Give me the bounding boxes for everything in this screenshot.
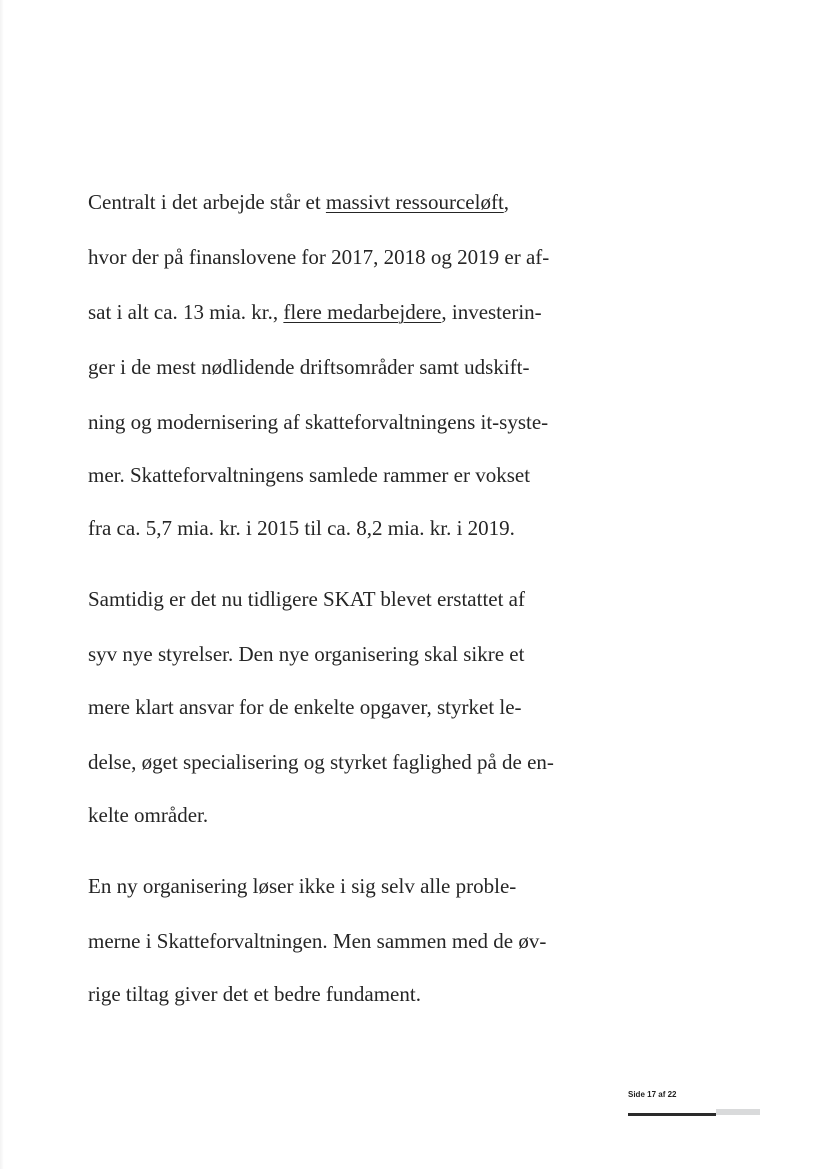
paragraph-1-line-1 <box>88 188 509 216</box>
paragraph-1-line-7: fra ca. 5,7 mia. kr. i 2015 til ca. 8,2 mia. kr. i 2019. <box>88 516 515 540</box>
paragraph-2-line-2: syv nye styrelser. Den nye organisering skal sikre et <box>88 642 525 666</box>
paragraph-3-line-1: En ny organisering løser ikke i sig selv alle proble- <box>88 874 517 898</box>
progress-bar-remaining <box>716 1109 760 1115</box>
paragraph-2-line-5: kelte områder. <box>88 803 209 827</box>
paragraph-2-line-1: Samtidig er det nu tidligere SKAT blevet erstattet af <box>88 587 526 611</box>
paragraph-1-line-4: ger i de mest nødlidende driftsområder samt udskift- <box>88 355 530 379</box>
paragraph-1-line-5: ning og modernisering af skatteforvaltningens it-syste- <box>88 410 549 434</box>
text-span: , investerin- <box>441 300 542 324</box>
paragraph-3-line-2: merne i Skatteforvaltningen. Men sammen med de øv- <box>88 929 547 953</box>
text-span: sat i alt ca. 13 mia. kr., <box>88 300 284 324</box>
paragraph-2-line-4: delse, øget specialisering og styrket faglighed på de en- <box>88 750 554 774</box>
paragraph-3-line-3: rige tiltag giver det et bedre fundament. <box>88 982 421 1006</box>
text-span: Centralt i det arbejde står et <box>88 190 326 214</box>
scan-edge <box>0 0 4 1169</box>
paragraph-1-line-6: mer. Skatteforvaltningens samlede rammer er vokset <box>88 463 531 487</box>
paragraph-1-line-3 <box>88 298 542 326</box>
underlined-phrase-ressourceloeft: massivt ressourceløft <box>325 190 504 214</box>
progress-bar-filled <box>628 1113 716 1116</box>
paragraph-1-line-2: hvor der på finanslovene for 2017, 2018 og 2019 er af- <box>88 245 550 269</box>
page-number: Side 17 af 22 <box>628 1090 677 1099</box>
paragraph-2-line-3: mere klart ansvar for de enkelte opgaver, styrket le- <box>88 695 522 719</box>
text-span: , <box>503 190 510 214</box>
underlined-phrase-medarbejdere: flere medarbejdere <box>283 300 442 324</box>
